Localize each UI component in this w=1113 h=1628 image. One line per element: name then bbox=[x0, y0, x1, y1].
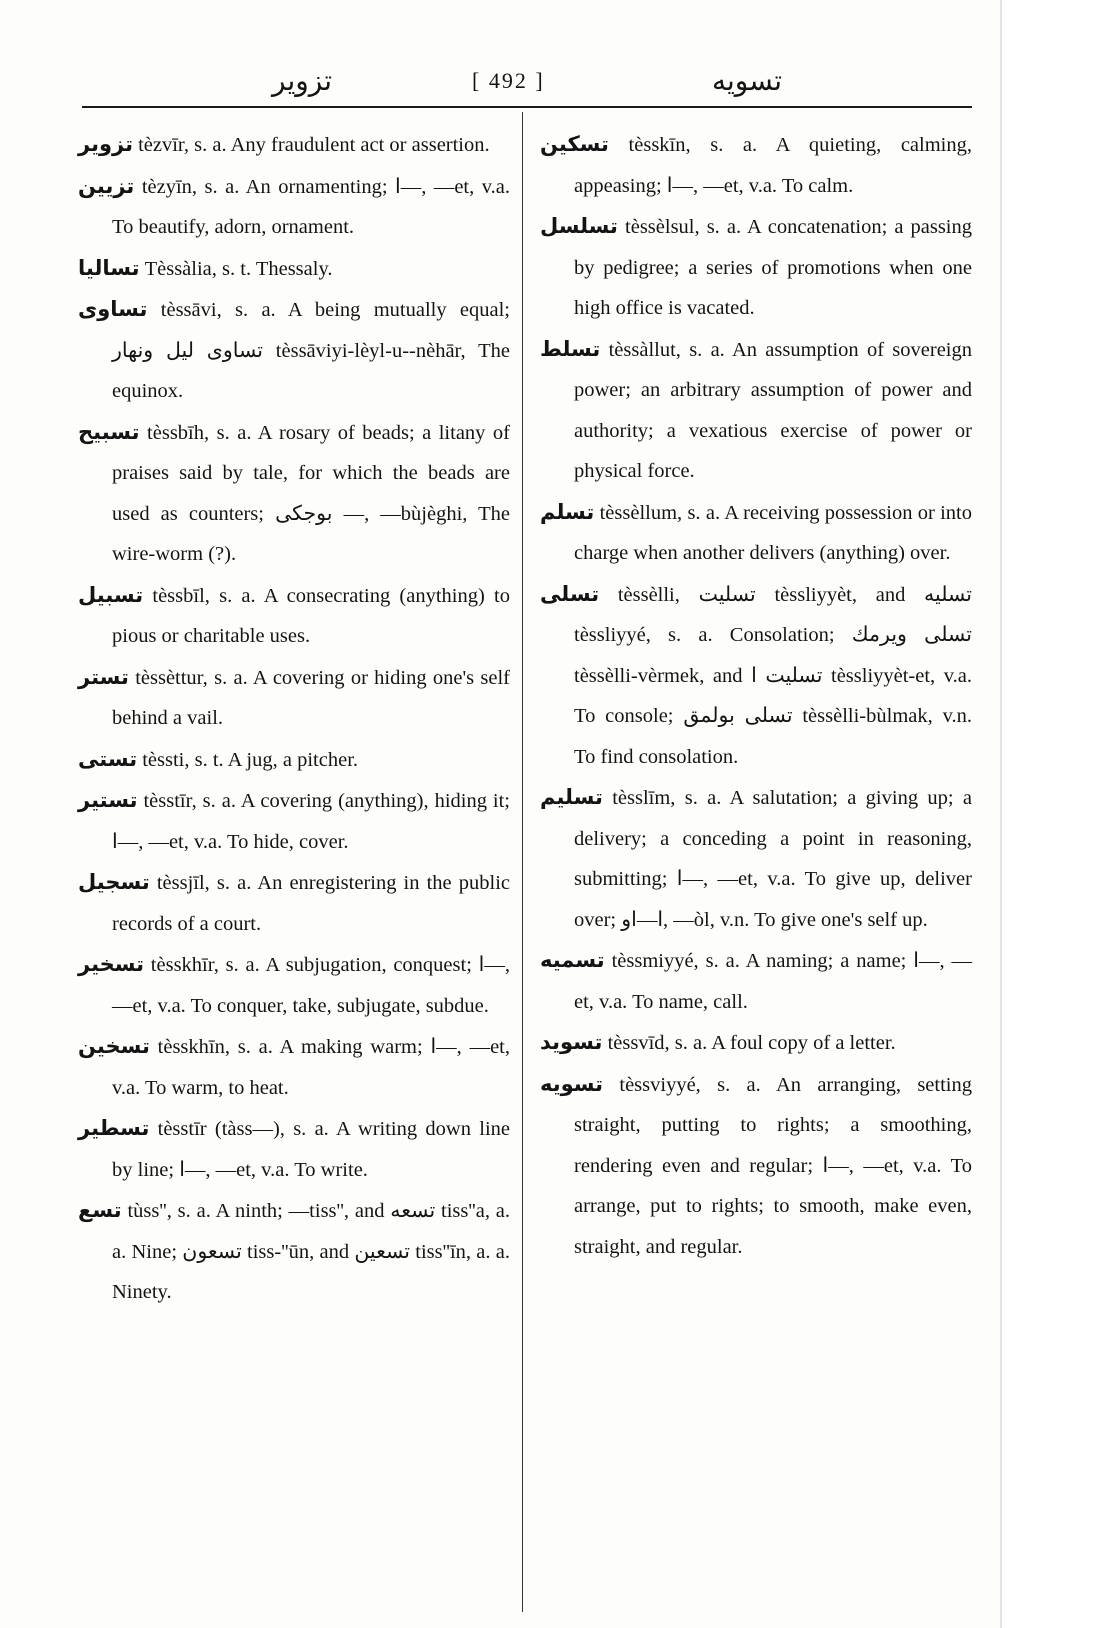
dictionary-entry bbox=[78, 862, 510, 944]
dictionary-entry bbox=[78, 739, 510, 781]
page-edge bbox=[1000, 0, 1002, 1628]
entry-arabic: تستر bbox=[78, 664, 129, 689]
dictionary-entry bbox=[78, 575, 510, 657]
dictionary-entry bbox=[78, 124, 510, 166]
entry-arabic: تسخين bbox=[78, 1034, 150, 1058]
entry-arabic: تزيين bbox=[78, 173, 135, 198]
left-column bbox=[78, 124, 510, 1313]
entry-arabic: تسلط bbox=[540, 336, 601, 361]
dictionary-entry bbox=[78, 166, 510, 248]
dictionary-entry bbox=[78, 1026, 510, 1108]
entry-arabic: تسلم bbox=[540, 499, 595, 524]
entry-text: tèsstīr, s. a. A covering (anything), hiding it; ا—, —et, v.a. To hide, cover. bbox=[112, 790, 511, 853]
entry-text: tèssèlsul, s. a. A concatenation; a passing by pedigree; a series of promotions when one high office is vacated. bbox=[574, 216, 973, 319]
dictionary-entry bbox=[78, 248, 510, 290]
entry-arabic: تسبيح bbox=[78, 419, 140, 444]
entry-text: tèssèttur, s. a. A covering or hiding one's self behind a vail. bbox=[112, 666, 511, 729]
entry-arabic: تسطير bbox=[78, 1116, 150, 1140]
dictionary-entry bbox=[78, 657, 510, 739]
entry-text: tèssjīl, s. a. An enregistering in the public records of a court. bbox=[112, 872, 510, 935]
dictionary-entry bbox=[540, 124, 972, 206]
entry-text: tèssāvi, s. a. A being mutually equal; تساوى ليل ونهار tèssāviyi-lèyl-u--nèhār, The equinox. bbox=[112, 299, 510, 402]
entry-arabic: تسلسل bbox=[540, 214, 618, 238]
entry-text: tèssmiyyé, s. a. A naming; a name; ا—, —et, v.a. To name, call. bbox=[574, 950, 973, 1013]
entry-text: tèzvīr, s. a. Any fraudulent act or assertion. bbox=[138, 134, 490, 156]
dictionary-entry bbox=[540, 206, 972, 329]
dictionary-entry bbox=[78, 780, 510, 862]
entry-text: tèssbīh, s. a. A rosary of beads; a litany of praises said by tale, for which the beads are used as counters; بوجكى —, —bùjèghi, The wire-worm (?). bbox=[112, 421, 510, 565]
dictionary-entry bbox=[78, 412, 510, 575]
entry-text: tèsskīn, s. a. A quieting, calming, appeasing; ا—, —et, v.a. To calm. bbox=[574, 134, 972, 197]
dictionary-entry bbox=[540, 329, 972, 492]
entry-arabic: تسجيل bbox=[78, 870, 150, 894]
entry-text: tèssti, s. t. A jug, a pitcher. bbox=[142, 748, 359, 771]
entry-text: Tèssàlia, s. t. Thessaly. bbox=[144, 257, 333, 280]
entry-arabic: تستير bbox=[78, 788, 138, 812]
entry-arabic: تستى bbox=[78, 746, 138, 771]
entry-arabic: تسخير bbox=[78, 952, 145, 976]
entry-text: tèsslīm, s. a. A salutation; a giving up; a delivery; a conceding a point in reasoning, submitting; ا—, —et, v.a. To give up, deliver over; ا—او, —òl, v.n. To give one's self up. bbox=[574, 787, 972, 931]
dictionary-entry bbox=[78, 944, 510, 1026]
entry-arabic: تسويد bbox=[540, 1030, 603, 1054]
entry-text: tèsskhīr, s. a. A subjugation, conquest; ا—, —et, v.a. To conquer, take, subjugate, subdue. bbox=[112, 954, 510, 1017]
header-left-word: تزوير bbox=[272, 64, 333, 97]
page-header bbox=[82, 62, 972, 102]
dictionary-entry bbox=[540, 1022, 972, 1064]
entry-text: tùss'', s. a. A ninth; —tiss'', and تسعه tiss''a, a. a. Nine; تسعون tiss-''ūn, and تسعين tiss''īn, a. a. Ninety. bbox=[112, 1200, 511, 1303]
entry-text: tèssviyyé, s. a. An arranging, setting straight, putting to rights; a smoothing, rendering even and regular; ا—, —et, v.a. To arrange, put to rights; to smooth, make even, straight, and regular. bbox=[574, 1073, 972, 1258]
entry-text: tèssàllut, s. a. An assumption of sovereign power; an arbitrary assumption of power and authority; a vexatious exercise of power or physical force. bbox=[574, 338, 972, 482]
entry-arabic: تسلى bbox=[540, 581, 600, 606]
entry-arabic: تسع bbox=[78, 1198, 122, 1222]
dictionary-entry bbox=[540, 1064, 972, 1268]
dictionary-entry bbox=[540, 492, 972, 574]
dictionary-entry bbox=[540, 777, 972, 940]
entry-arabic: تسليم bbox=[540, 785, 603, 809]
entry-text: tèssvīd, s. a. A foul copy of a letter. bbox=[607, 1032, 896, 1054]
entry-arabic: تزوير bbox=[78, 132, 133, 156]
column-divider bbox=[522, 112, 523, 1612]
dictionary-entry bbox=[78, 289, 510, 412]
entry-text: tèssèllum, s. a. A receiving possession or into charge when another delivers (anything) over. bbox=[574, 501, 972, 564]
header-right-word: تسويه bbox=[712, 64, 783, 97]
entry-arabic: تساليا bbox=[78, 255, 140, 280]
entry-text: tèssbīl, s. a. A consecrating (anything) to pious or charitable uses. bbox=[112, 584, 510, 647]
entry-arabic: تساوى bbox=[78, 297, 148, 321]
entry-arabic: تسميه bbox=[540, 948, 605, 972]
entry-text: tèzyīn, s. a. An ornamenting; ا—, —et, v.a. To beautify, adorn, ornament. bbox=[112, 175, 511, 238]
header-rule bbox=[82, 106, 972, 108]
dictionary-entry bbox=[78, 1108, 510, 1190]
dictionary-entry bbox=[540, 574, 972, 778]
entry-text: tèsskhīn, s. a. A making warm; ا—, —et, v.a. To warm, to heat. bbox=[112, 1036, 510, 1099]
dictionary-entry bbox=[78, 1190, 510, 1313]
entry-arabic: تسكين bbox=[540, 132, 609, 156]
right-column bbox=[540, 124, 972, 1267]
entry-text: tèssèlli, تسليت tèssliyyèt, and تسليه tèssliyyé, s. a. Consolation; تسلى ويرمك tèssèlli-vèrmek, and تسليت ا tèssliyyèt-et, v.a. To console; تسلى بولمق tèssèlli-bùlmak, v.n. To find consolation. bbox=[574, 583, 973, 768]
entry-arabic: تسويه bbox=[540, 1071, 604, 1096]
dictionary-entry bbox=[540, 940, 972, 1022]
entry-text: tèsstīr (tàss—), s. a. A writing down line by line; ا—, —et, v.a. To write. bbox=[112, 1118, 510, 1181]
entry-arabic: تسبيل bbox=[78, 582, 144, 607]
page-number: [ 492 ] bbox=[472, 68, 545, 93]
